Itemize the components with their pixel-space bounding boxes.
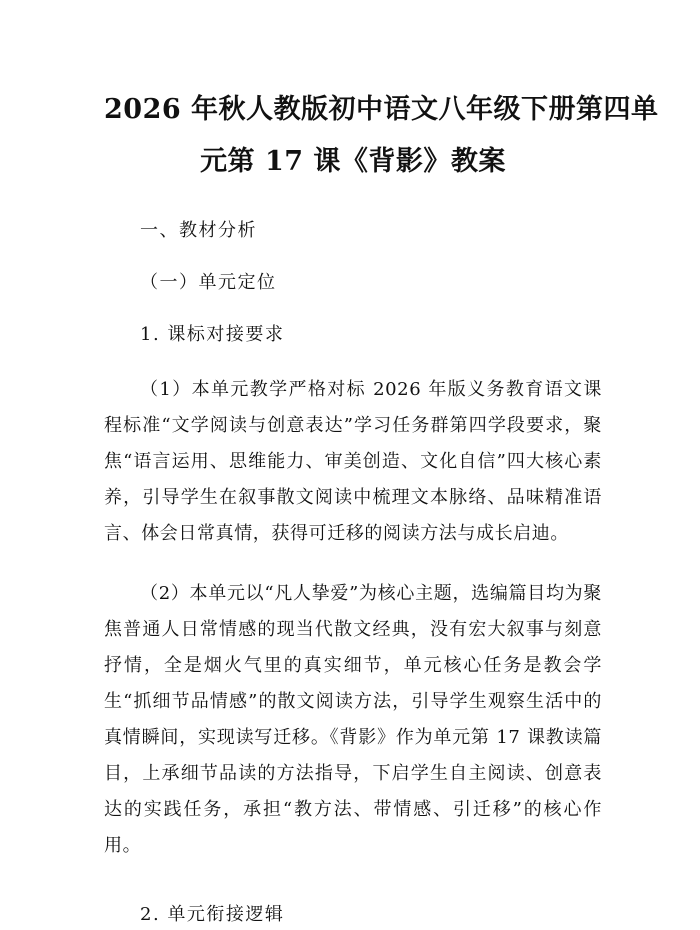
title-line-2: 元第 17 课《背影》教案 [200,146,506,177]
paragraph-2: （2）本单元以“凡人挚爱”为核心主题，选编篇目均为聚焦普通人日常情感的现当代散文经典，没有宏大叙事与刻意抒情，全是烟火气里的真实细节，单元核心任务是教会学生“抓细节品情感”的散文阅读方法，引导学生观察生活中的真情瞬间，实现读写迁移。《背影》作为单元第 17 课教读篇目，上承细节品读的方法指导，下启学生自主阅读、创意表达的实践任务，承担“教方法、带情感、引迁移”的核心作用。 [104,583,602,856]
item-heading-unit-connection-logic: 2. 单元衔接逻辑 [140,904,285,925]
title-line-1: 2026 年秋人教版初中语文八年级下册第四单 [104,94,659,125]
item-heading-curriculum-standards: 1. 课标对接要求 [140,324,285,345]
paragraph-1: （1）本单元教学严格对标 2026 年版义务教育语文课程标准“文学阅读与创意表达”学习任务群第四学段要求，聚焦“语言运用、思维能力、审美创造、文化自信”四大核心素养，引导学生在叙事散文阅读中梳理文本脉络、品味精准语言、体会日常真情，获得可迁移的阅读方法与成长启迪。 [104,379,602,544]
section-heading-teaching-material-analysis: 一、教材分析 [140,220,257,241]
document-title [104,84,659,188]
subsection-heading-unit-positioning: （一）单元定位 [140,272,277,293]
